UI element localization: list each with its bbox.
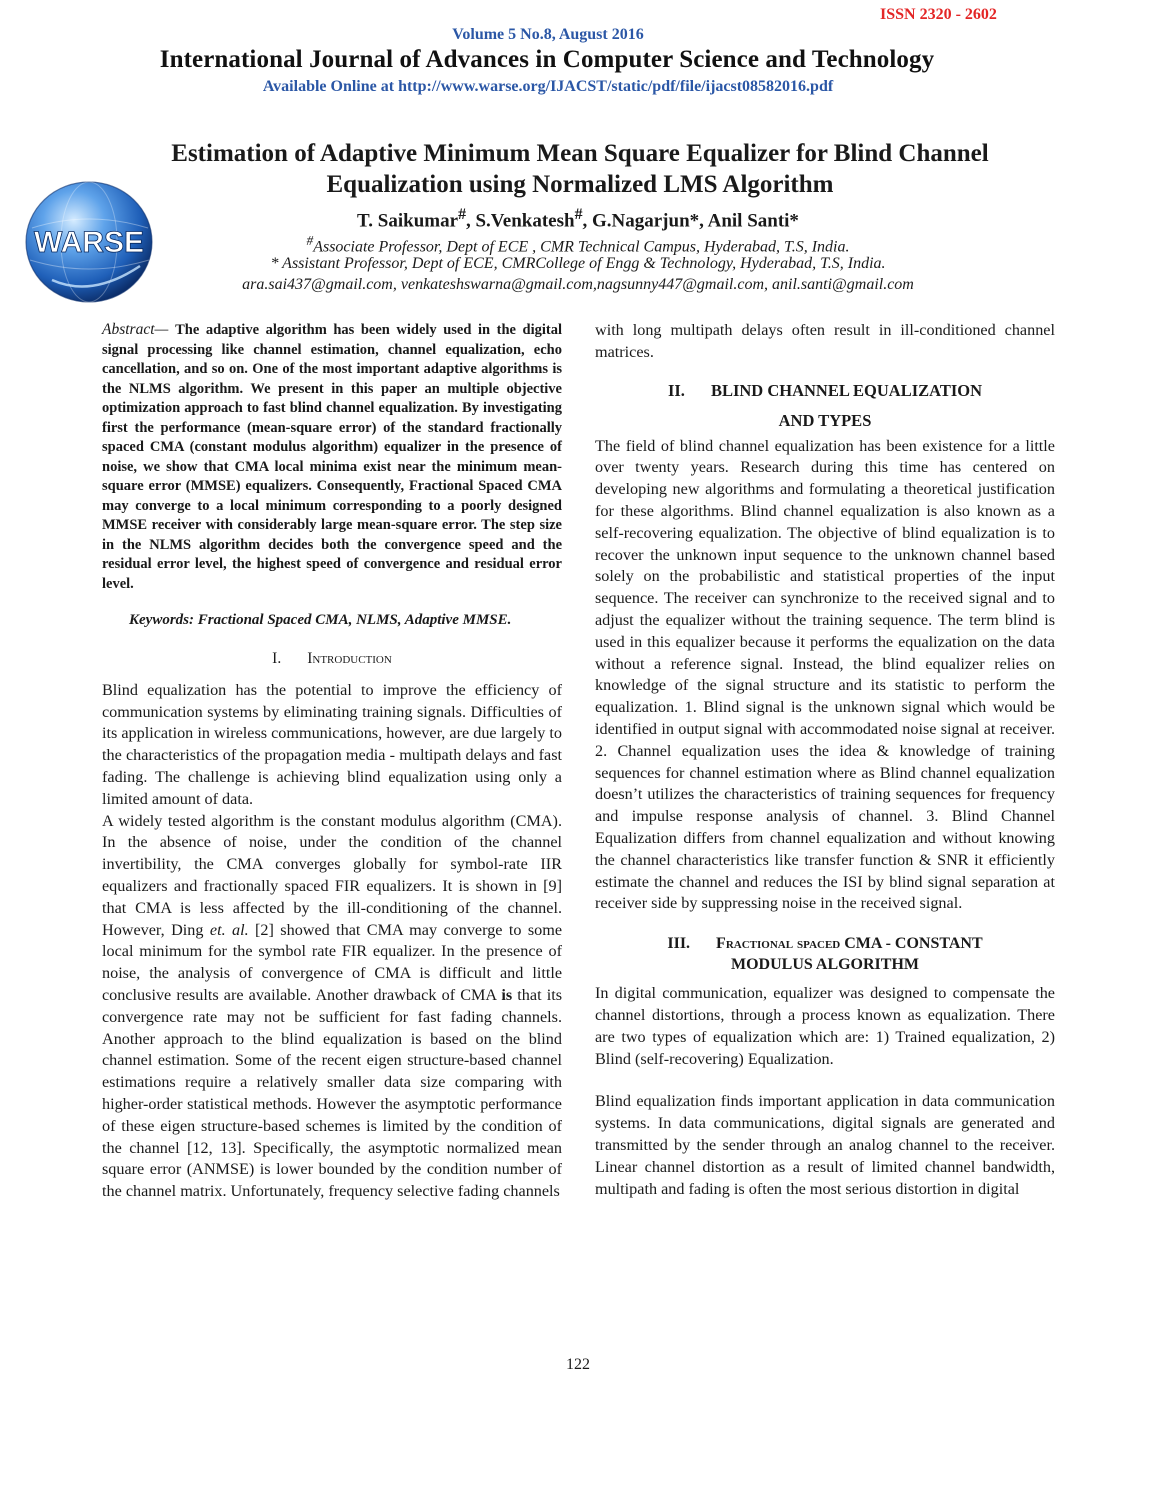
intro-paragraph-2	[102, 811, 562, 1203]
intro-paragraph-1: Blind equalization has the potential to improve the efficiency of communication systems by eliminating training signals. Difficulties of its application in wireless communications, however, are due largely to the characteristics of the propagation media - multipath delays and fast fading. The challenge is achieving blind equalization using only a limited amount of data.	[102, 680, 562, 808]
author-3-4: G.Nagarjun*, Anil Santi*	[592, 210, 799, 232]
paragraph-gap	[595, 1070, 1055, 1091]
intro-p2-part-b: [2] showed that CMA may converge to some local minimum for the symbol rate FIR equalizer. In the presence of noise, the analysis of convergence of CMA is difficult and little conclusive results are available. Another drawback of CMA	[102, 920, 563, 1004]
section-heading-blind-channel	[595, 376, 1055, 436]
affiliation-1	[0, 233, 1156, 256]
title-line-1: Estimation of Adaptive Minimum Mean Square Equalizer for Blind Channel	[171, 140, 989, 167]
author-2: S.Venkatesh	[475, 210, 575, 232]
cma-paragraph-2: Blind equalization finds important application in data communication systems. In data communications, digital signals are generated and transmitted by the sender through an analog channel to the receiver. Linear channel distortion as a result of limited channel bandwidth, multipath and fading is often the most serious distortion in digital	[595, 1092, 1055, 1198]
section-3-number: III.	[667, 935, 691, 953]
intro-p2-part-c: that its convergence rate may not be sufficient for fast fading channels. Another approach to the blind equalization is based on the blind channel estimation. Some of the recent eigen structure-based channel estimations require a relatively smaller data size comparing with higher-order statistical methods. However the asymptotic performance of these eigen structure-based schemes is limited by the condition of the channel [12, 13]. Specifically, the asymptotic normalized mean square error (ANMSE) is lower bounded by the condition number of the channel matrix. Unfortunately, frequency selective fading channels	[102, 985, 562, 1201]
issn-label: ISSN 2320 - 2602	[880, 6, 997, 23]
intro-p2-etal: et. al.	[209, 920, 249, 939]
affiliation-1-text: Associate Professor, Dept of ECE , CMR Technical Campus, Hyderabad, T.S, India.	[313, 238, 850, 256]
section-2-title-line-1	[595, 376, 1055, 406]
abstract-dash: —	[154, 321, 176, 338]
section-3-title-rest: CMA - CONSTANT	[840, 935, 983, 953]
author-1: T. Saikumar	[357, 210, 459, 232]
abstract	[102, 320, 562, 594]
cma-paragraph-1: In digital communication, equalizer was designed to compensate the channel distortions, through a process known as equalization. There are two types of equalization which are: 1) Trained equalization, 2) Blind (self-recovering) Equalization.	[595, 984, 1055, 1068]
right-column	[595, 320, 1055, 1200]
title-line-2: Equalization using Normalized LMS Algorithm	[326, 171, 834, 198]
author-emails: ara.sai437@gmail.com, venkateshswarna@gmail.com,nagsunny447@gmail.com, anil.santi@gmail.com	[242, 276, 914, 293]
section-heading-fractional-cma	[595, 933, 1055, 975]
affiliation-2: * Assistant Professor, Dept of ECE, CMRCollege of Engg & Technology, Hyderabad, T.S, India.	[270, 255, 886, 272]
blind-equalization-paragraph: The field of blind channel equalization has been existence for a little over twenty years. Research during this time has centered on developing new algorithms and formulating a theoretical justification for these algorithms. Blind channel equalization is also known as a self-recovering equalization. The objective of blind equalization is to recover the unknown input sequence to the unknown channel based solely on the probabilistic and statistical properties of the input sequence. The receiver can synchronize to the received signal and to adjust the equalizer without the training sequence. The term blind is used in this equalizer because it performs the equalization on the data without a reference signal. Instead, the blind equalizer relies on knowledge of the signal structure and its statistic to perform the equalization. 1. Blind signal is the unknown signal which would be identified in output signal with accommodated noise signal at receiver. 2. Channel equalization uses the idea & knowledge of training sequences for channel estimation where as Blind channel equalization doesn’t utilizes the characteristics of training sequences for frequency and impulse response analysis of channel. 3. Blind Channel Equalization differs from channel equalization and without knowing the channel characteristics like transfer function & SNR it efficiently estimate the channel and reduces the ISI by blind signal separation at receiver side by suppressing noise in the received signal.	[595, 436, 1055, 913]
section-3-title-line-2: MODULUS ALGORITHM	[730, 956, 919, 974]
page-number: 122	[566, 1356, 590, 1373]
intro-continuation: with long multipath delays often result in ill-conditioned channel matrices.	[595, 321, 1055, 361]
section-3-title-line-1	[595, 933, 1055, 954]
intro-p2-is: is	[501, 985, 513, 1004]
logo-text: WARSE	[33, 226, 145, 259]
abstract-lead: Abstract	[102, 321, 155, 338]
section-3-title-smallcaps: Fractional spaced	[716, 935, 841, 953]
left-column	[102, 320, 562, 1203]
author-2-mark: #	[574, 206, 583, 223]
volume-info: Volume 5 No.8, August 2016	[452, 26, 644, 43]
intro-p2-part-a: A widely tested algorithm is the constant modulus algorithm (CMA). In the absence of noise, under the condition of the channel invertibility, the CMA converges globally for symbol-rate IIR equalizers and fractionally spaced FIR equalizers. It is shown in [9] that CMA is less affected by the ill-conditioning of the channel. However, Ding	[102, 811, 562, 939]
section-heading-introduction	[102, 648, 562, 670]
author-list: T. Saikumar#, S.Venkatesh#, G.Nagarjun*, Anil Santi*	[357, 206, 799, 232]
keywords: Keywords: Fractional Spaced CMA, NLMS, Adaptive MMSE.	[129, 612, 512, 628]
section-2-number: II.	[667, 380, 685, 400]
journal-title: International Journal of Advances in Computer Science and Technology	[159, 46, 935, 73]
paper-title	[80, 138, 1080, 200]
section-1-title: Introduction	[307, 650, 392, 667]
section-2-title-line-2: AND TYPES	[778, 410, 872, 430]
online-url: Available Online at http://www.warse.org/IJACST/static/pdf/file/ijacst08582016.pdf	[262, 78, 834, 95]
section-1-number: I.	[272, 650, 282, 667]
affiliation-1-mark: #	[306, 233, 314, 248]
section-2-title: BLIND CHANNEL EQUALIZATION	[710, 380, 983, 400]
abstract-text: The adaptive algorithm has been widely used in the digital signal processing like channel estimation, channel equalization, echo cancellation, and so on. One of the most important adaptive algorithms is the NLMS algorithm. We present in this paper an multiple objective optimization approach to fast blind channel equalization. By investigating first the performance (mean-square error) of the standard fractionally spaced CMA (constant modulus algorithm) equalizer in the presence of noise, we show that CMA local minima exist near the minimum mean-square error (MMSE) equalizers. Consequently, Fractional Spaced CMA may converge to a local minimum corresponding to a poorly designed MMSE receiver with considerably large mean-square error. The step size in the NLMS algorithm decides both the convergence speed and the residual error level, the highest speed of convergence and residual error level.	[102, 322, 562, 592]
author-1-mark: #	[458, 206, 466, 223]
